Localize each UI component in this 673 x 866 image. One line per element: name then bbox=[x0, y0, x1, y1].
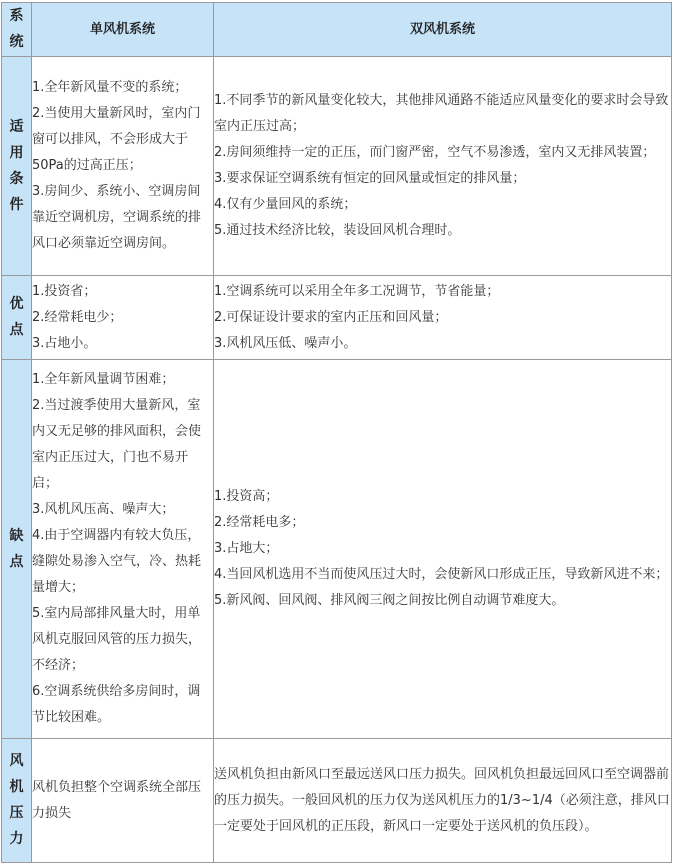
double-fan-cell bbox=[214, 57, 672, 276]
list-item: 2.可保证设计要求的室内正压和回风量； bbox=[214, 309, 448, 325]
list-item: 1.空调系统可以采用全年多工况调节，节省能量； bbox=[214, 283, 500, 299]
list-item: 1.投资高； bbox=[214, 489, 279, 504]
list-item: 2.经常耗电少； bbox=[32, 309, 123, 325]
list-item: 2.经常耗电多； bbox=[214, 515, 305, 530]
row-disadvantages bbox=[2, 360, 672, 739]
list-item: 风机负担整个空调系统全部压力损失 bbox=[32, 779, 202, 821]
single-fan-cell bbox=[32, 360, 214, 739]
header-single-fan: 单风机系统 bbox=[32, 3, 214, 57]
list-item: 4.当回风机选用不当而使风压过大时，会使新风口形成正压，导致新风进不来； bbox=[214, 567, 669, 582]
row-label: 缺点 bbox=[2, 360, 32, 739]
double-fan-cell bbox=[214, 360, 672, 739]
list-item: 4.仅有少量回风的系统； bbox=[214, 197, 357, 212]
list-item: 1.全年新风量调节困难； bbox=[32, 372, 175, 387]
list-item: 5.新风阀、回风阀、排风阀三阀之间按比例自动调节难度大。 bbox=[214, 593, 565, 608]
list-item: 1.投资省； bbox=[32, 283, 97, 299]
double-fan-cell bbox=[214, 276, 672, 360]
list-item: 4.由于空调器内有较大负压，缝隙处易渗入空气，冷、热耗量增大； bbox=[32, 528, 202, 595]
single-fan-cell bbox=[32, 739, 214, 863]
row-applicable-conditions bbox=[2, 57, 672, 276]
list-item: 3.风机风压高、噪声大； bbox=[32, 502, 175, 517]
list-item: 2.当使用大量新风时，室内门窗可以排风，不会形成大于50Pa的过高正压； bbox=[32, 106, 201, 173]
list-item: 5.通过技术经济比较，装设回风机合理时。 bbox=[214, 223, 461, 238]
list-item: 3.占地小。 bbox=[32, 335, 97, 351]
list-item: 3.要求保证空调系统有恒定的回风量或恒定的排风量； bbox=[214, 171, 526, 186]
list-item: 2.当过渡季使用大量新风，室内又无足够的排风面积，会使室内正压过大，门也不易开启； bbox=[32, 398, 202, 491]
row-label: 风机压力 bbox=[2, 739, 32, 863]
list-item: 1.全年新风量不变的系统； bbox=[32, 80, 188, 95]
list-item: 6.空调系统供给多房间时，调节比较困难。 bbox=[32, 684, 201, 725]
list-item: 3.房间少、系统小、空调房间靠近空调机房，空调系统的排风口必须靠近空调房间。 bbox=[32, 184, 202, 251]
header-double-fan: 双风机系统 bbox=[214, 3, 672, 57]
header-row bbox=[2, 3, 672, 57]
list-item: 3.占地大； bbox=[214, 541, 279, 556]
list-item: 5.室内局部排风量大时，用单风机克服回风管的压力损失，不经济； bbox=[32, 606, 202, 673]
row-label: 适用条件 bbox=[2, 57, 32, 276]
single-fan-cell bbox=[32, 57, 214, 276]
row-advantages bbox=[2, 276, 672, 360]
row-fan-pressure bbox=[2, 739, 672, 863]
list-item: 1.不同季节的新风量变化较大，其他排风通路不能适应风量变化的要求时会导致室内正压过高； bbox=[214, 93, 669, 134]
comparison-table bbox=[1, 2, 672, 863]
row-label: 优点 bbox=[2, 276, 32, 360]
list-item: 送风机负担由新风口至最远送风口压力损失。回风机负担最远回风口至空调器前的压力损失。一般回风机的压力仅为送风机压力的1/3~1/4（必须注意，排风口一定要处于回风机的正压段，新风口一定要处于送风机的负压段）。 bbox=[214, 766, 670, 834]
list-item: 2.房间须维持一定的正压，而门窗严密，空气不易渗透，室内又无排风装置； bbox=[214, 145, 656, 160]
list-item: 3.风机风压低、噪声小。 bbox=[214, 335, 357, 351]
single-fan-cell bbox=[32, 276, 214, 360]
double-fan-cell bbox=[214, 739, 672, 863]
header-system: 系统 bbox=[2, 3, 32, 57]
